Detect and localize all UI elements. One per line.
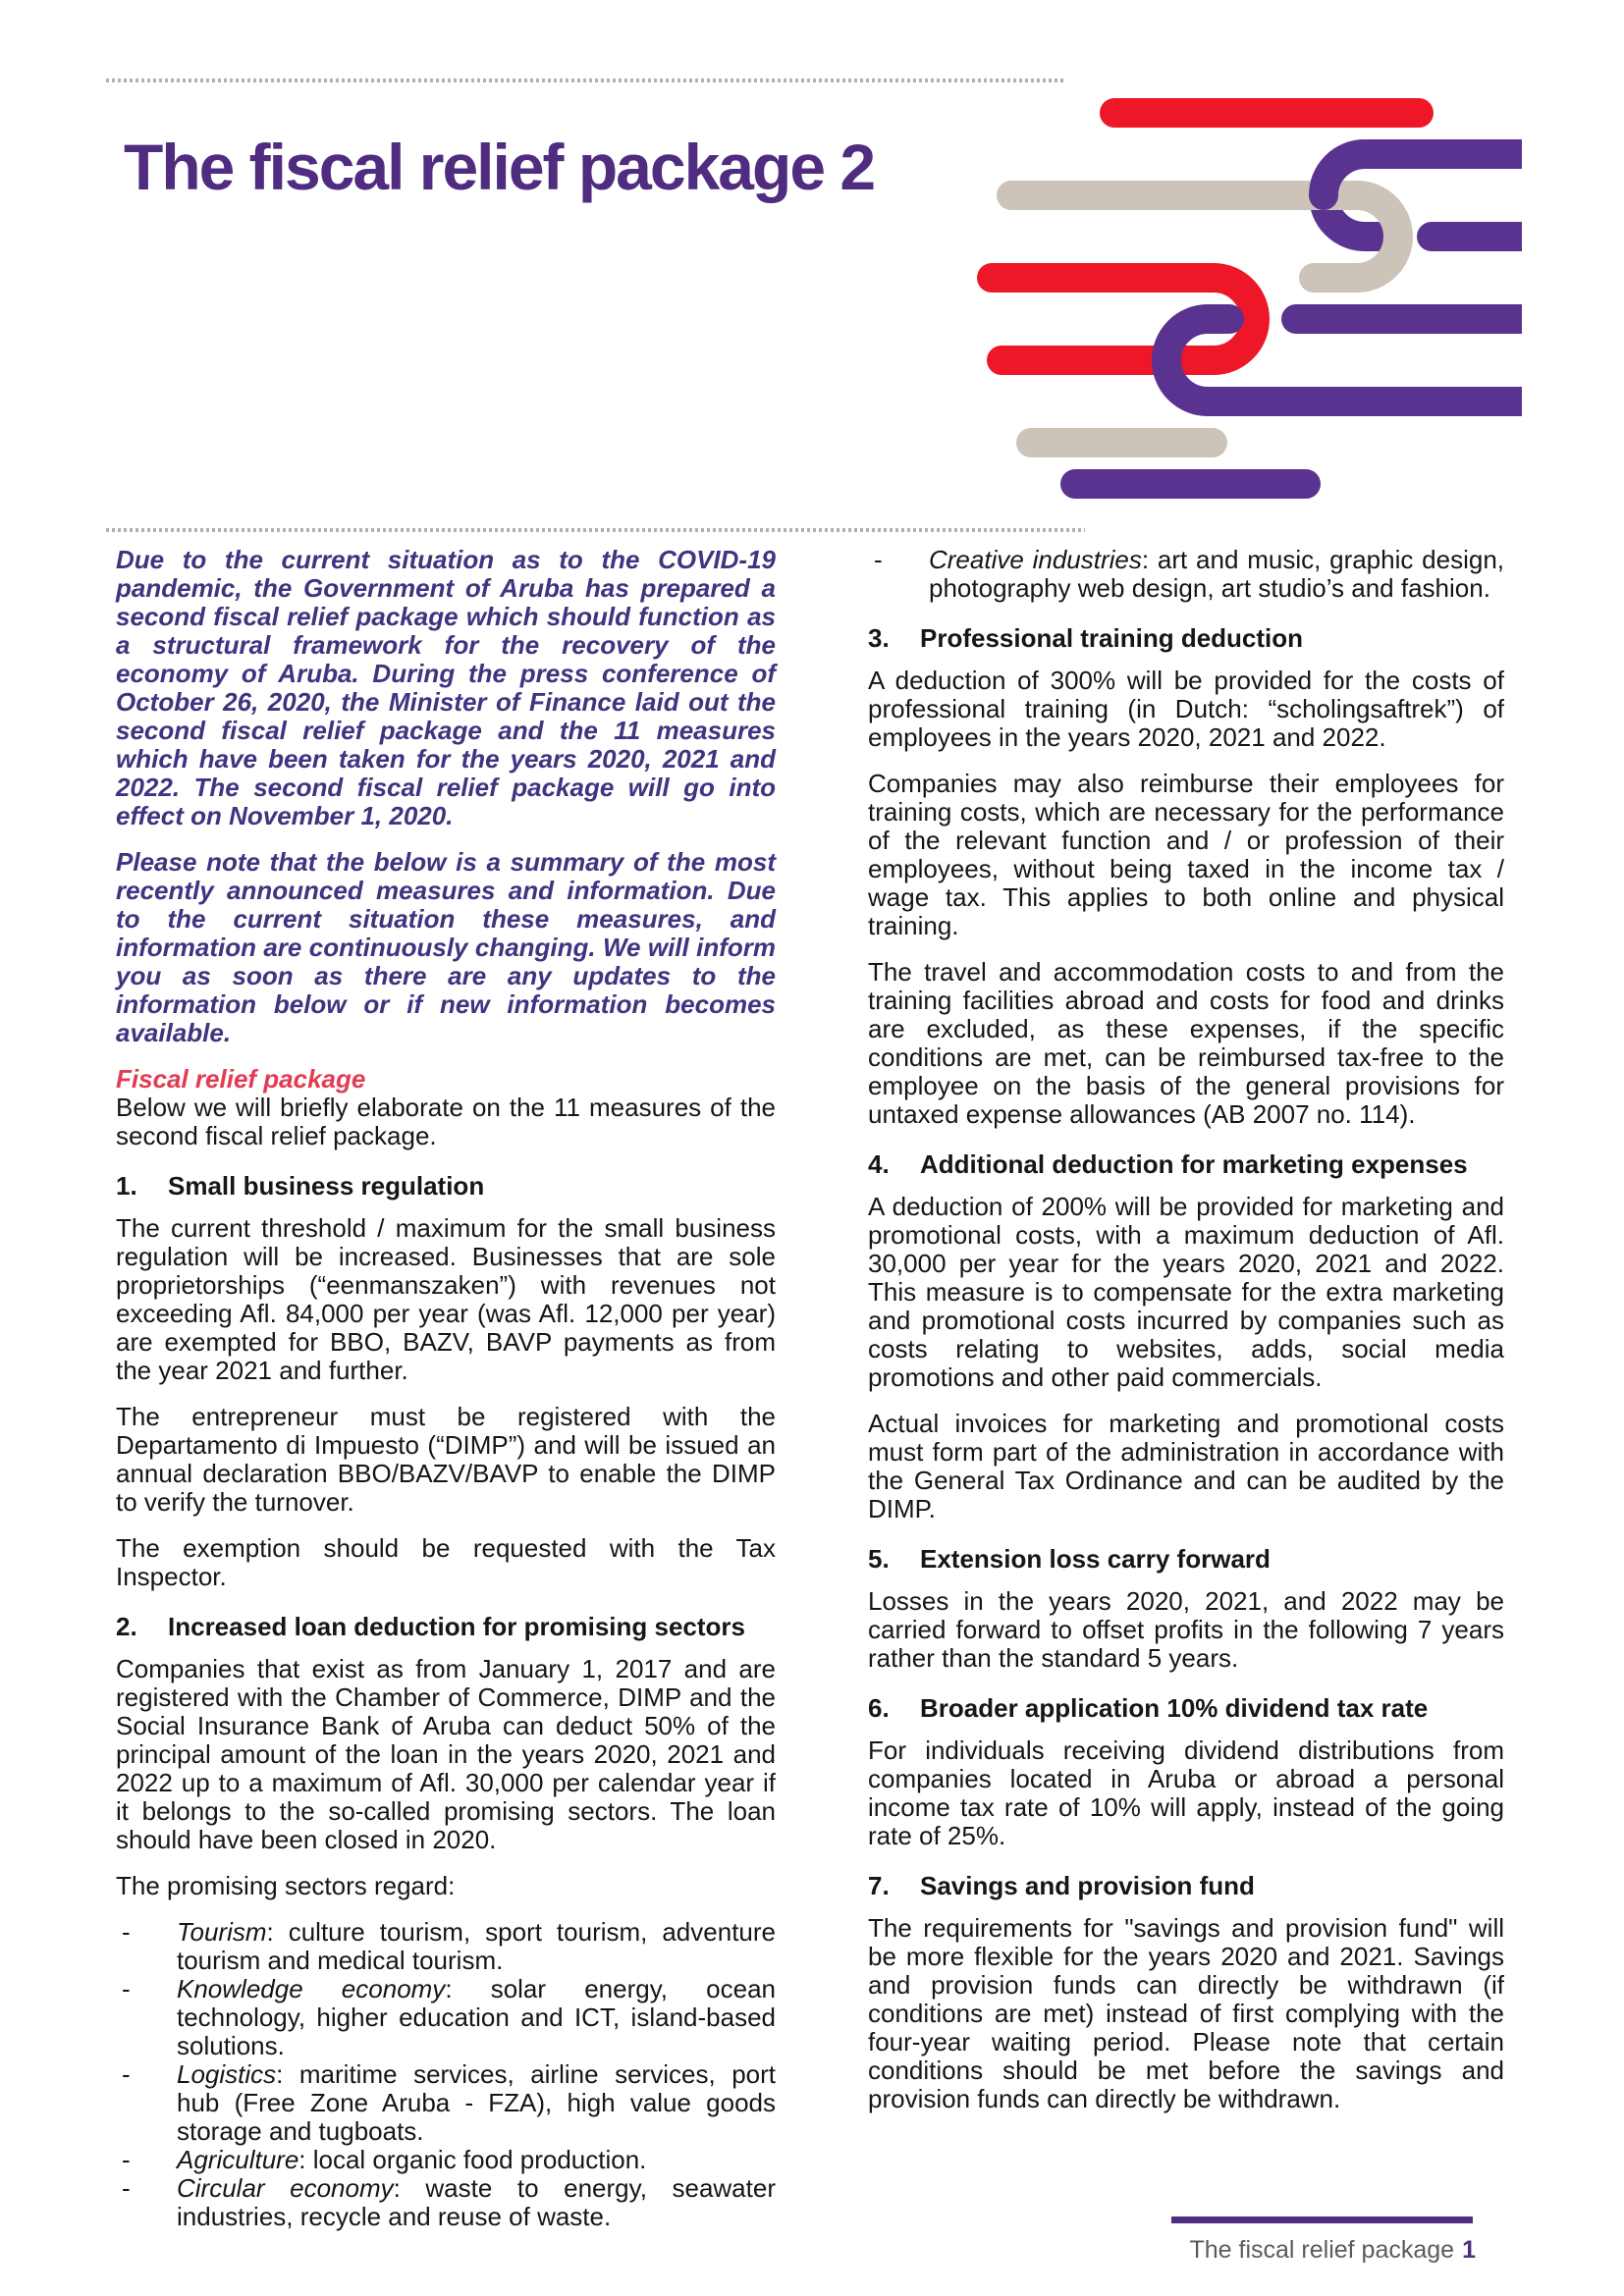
paragraph: The current threshold / maximum for the small business regulation will be increased. Businesses that are sole proprietorships (“eenmanszaken”) with revenues not exceeding Afl. 84,000 per year (was Afl. 12,000 per year) are exempted for BBO, BAZV, BAVP payments as from the year 2021 and further. xyxy=(116,1213,776,1385)
list-item-lead: Tourism xyxy=(177,1917,267,1947)
list-item-lead: Circular economy xyxy=(177,2173,394,2203)
list-item-text: : culture tourism, sport tourism, adventure tourism and medical tourism. xyxy=(177,1917,776,1975)
section-title: Small business regulation xyxy=(168,1171,485,1201)
paragraph: For individuals receiving dividend distributions from companies located in Aruba or abroad a personal income tax rate of 10% will apply, instead of the going rate of 25%. xyxy=(868,1735,1504,1850)
paragraph: A deduction of 200% will be provided for marketing and promotional costs, with a maximum deduction of Afl. 30,000 per year for the years 2020, 2021 and 2022. This measure is to compensate for the extra marketing and promotional costs incurred by companies such as costs relating to websites, adds, social media promotions and other paid commercials. xyxy=(868,1192,1504,1392)
right-column xyxy=(868,546,1504,2131)
list-item xyxy=(116,1975,776,2060)
list-item-text: : maritime services, airline services, port hub (Free Zone Aruba - FZA), high value goods storage and tugboats. xyxy=(177,2059,776,2146)
bullet-dash: - xyxy=(122,2173,131,2203)
section-number: 1. xyxy=(116,1171,137,1201)
footer xyxy=(982,2236,1476,2265)
bullet-dash: - xyxy=(874,545,883,574)
lead-paragraph: Below we will briefly elaborate on the 11 measures of the second fiscal relief package. xyxy=(116,1093,776,1150)
list-item-text: : local organic food production. xyxy=(298,2145,647,2174)
list-item-text: : art and music, graphic design, photography web design, art studio’s and fashion. xyxy=(929,545,1505,603)
promising-sectors-list xyxy=(116,1918,776,2231)
list-item xyxy=(868,546,1504,603)
section-number: 4. xyxy=(868,1149,890,1179)
dotted-divider-middle xyxy=(106,528,1085,532)
list-item-text: : waste to energy, seawater industries, recycle and reuse of waste. xyxy=(177,2173,776,2231)
paragraph: Companies may also reimburse their employees for training costs, which are necessary for the performance of the relevant function and / or profession of their employees, without being taxed in the income tax / wage tax. This applies to both online and physical training. xyxy=(868,769,1504,940)
list-item xyxy=(116,2174,776,2231)
section-number: 3. xyxy=(868,623,890,653)
section-number: 6. xyxy=(868,1693,890,1723)
list-item-lead: Logistics xyxy=(177,2059,277,2089)
paragraph: The travel and accommodation costs to and from the training facilities abroad and costs for food and drinks are excluded, as these expenses, if the specific conditions are met, can be reimbursed tax-free to the employee on the basis of the general provisions for untaxed expense allowances (AB 2007 no. 114). xyxy=(868,957,1504,1129)
left-column xyxy=(116,546,776,2249)
page-title: The fiscal relief package 2 xyxy=(124,131,875,203)
section-title: Additional deduction for marketing expenses xyxy=(920,1149,1468,1179)
paragraph: The exemption should be requested with the Tax Inspector. xyxy=(116,1533,776,1591)
list-item xyxy=(116,2146,776,2174)
paragraph: A deduction of 300% will be provided for the costs of professional training (in Dutch: “scholingsaftrek”) of employees in the years 2020, 2021 and 2022. xyxy=(868,666,1504,752)
list-item-lead: Creative industries xyxy=(929,545,1142,574)
paragraph: Actual invoices for marketing and promotional costs must form part of the administration in accordance with the General Tax Ordinance and can be audited by the DIMP. xyxy=(868,1409,1504,1523)
footer-rule xyxy=(1171,2216,1473,2223)
bullet-dash: - xyxy=(122,1917,131,1947)
section-title: Savings and provision fund xyxy=(920,1871,1255,1900)
section-heading-2 xyxy=(116,1613,776,1641)
section-title: Increased loan deduction for promising sectors xyxy=(168,1612,746,1641)
promising-sectors-list-continued xyxy=(868,546,1504,603)
section-number: 7. xyxy=(868,1871,890,1900)
page-number: 1 xyxy=(1462,2236,1476,2264)
bullet-dash: - xyxy=(122,1974,131,2003)
section-heading-3 xyxy=(868,624,1504,653)
footer-label: The fiscal relief package xyxy=(1189,2236,1455,2264)
section-number: 2. xyxy=(116,1612,137,1641)
list-item-lead: Agriculture xyxy=(177,2145,299,2174)
list-item-lead: Knowledge economy xyxy=(177,1974,446,2003)
section-heading-5 xyxy=(868,1545,1504,1574)
section-heading-4 xyxy=(868,1150,1504,1179)
paragraph: The requirements for "savings and provision fund" will be more flexible for the years 2020 and 2021. Savings and provision funds can directly be withdrawn (if conditions are met) instead of first complying with the four-year waiting period. Please note that certain conditions should be met before the savings and provision funds can directly be withdrawn. xyxy=(868,1913,1504,2113)
list-item-text: : solar energy, ocean technology, higher education and ICT, island-based solutions. xyxy=(177,1974,776,2060)
dotted-divider-top xyxy=(106,79,1065,82)
paragraph: Losses in the years 2020, 2021, and 2022 may be carried forward to offset profits in the following 7 years rather than the standard 5 years. xyxy=(868,1586,1504,1673)
section-title: Professional training deduction xyxy=(920,623,1304,653)
paragraph: The promising sectors regard: xyxy=(116,1871,456,1900)
section-title: Extension loss carry forward xyxy=(920,1544,1271,1574)
section-heading-6 xyxy=(868,1694,1504,1723)
intro-paragraph-2: Please note that the below is a summary of the most recently announced measures and information. Due to the current situation these measures, and information are continuously changing. We will inform you as soon as there are any updates to the information below or if new information becomes available. xyxy=(116,847,776,1047)
fiscal-relief-heading: Fiscal relief package xyxy=(116,1064,366,1094)
section-heading-7 xyxy=(868,1872,1504,1900)
section-number: 5. xyxy=(868,1544,890,1574)
section-title: Broader application 10% dividend tax rate xyxy=(920,1693,1429,1723)
list-item xyxy=(116,2060,776,2146)
bullet-dash: - xyxy=(122,2145,131,2174)
section-heading-1 xyxy=(116,1172,776,1201)
paragraph: The entrepreneur must be registered with the Departamento di Impuesto (“DIMP”) and will be issued an annual declaration BBO/BAZV/BAVP to enable the DIMP to verify the turnover. xyxy=(116,1402,776,1517)
paragraph: Companies that exist as from January 1, 2017 and are registered with the Chamber of Commerce, DIMP and the Social Insurance Bank of Aruba can deduct 50% of the principal amount of the loan in the years 2020, 2021 and 2022 up to a maximum of Afl. 30,000 per calendar year if it belongs to the so-called promising sectors. The loan should have been closed in 2020. xyxy=(116,1654,776,1854)
list-item xyxy=(116,1918,776,1975)
brand-logo xyxy=(972,83,1522,506)
bullet-dash: - xyxy=(122,2059,131,2089)
intro-paragraph-1: Due to the current situation as to the COVID-19 pandemic, the Government of Aruba has prepared a second fiscal relief package which should function as a structural framework for the recovery of the economy of Aruba. During the press conference of October 26, 2020, the Minister of Finance laid out the second fiscal relief package and the 11 measures which have been taken for the years 2020, 2021 and 2022. The second fiscal relief package will go into effect on November 1, 2020. xyxy=(116,545,776,830)
